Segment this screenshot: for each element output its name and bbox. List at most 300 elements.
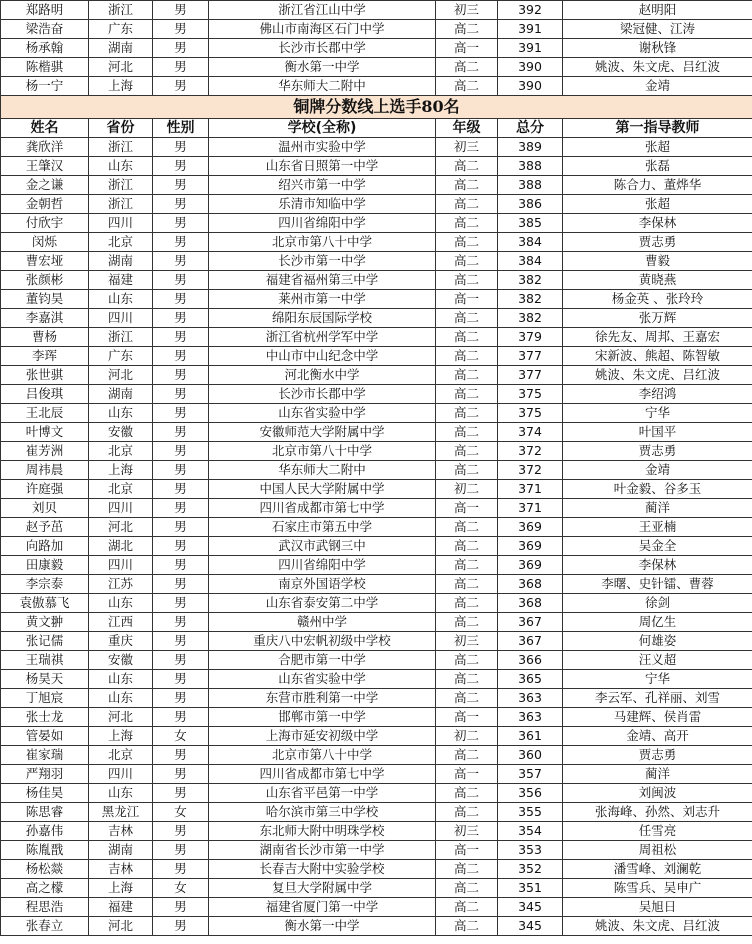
grade-cell: 高二 (436, 461, 498, 480)
grade-cell: 高二 (436, 537, 498, 556)
province-cell: 浙江 (89, 328, 153, 347)
table-row (1, 366, 752, 385)
province-cell: 湖南 (89, 39, 153, 58)
score-cell: 367 (498, 613, 563, 632)
province-cell: 吉林 (89, 822, 153, 841)
gender-cell: 男 (153, 537, 209, 556)
score-cell: 372 (498, 461, 563, 480)
table-row (1, 670, 752, 689)
name-cell: 杨昊天 (1, 670, 89, 689)
table-row (1, 309, 752, 328)
teacher-cell: 李云军、孔祥丽、刘雪 (563, 689, 752, 708)
table-row (1, 442, 752, 461)
province-cell: 河北 (89, 708, 153, 727)
table-row (1, 689, 752, 708)
table-row (1, 575, 752, 594)
header-row (1, 119, 752, 138)
province-cell: 湖南 (89, 385, 153, 404)
teacher-cell: 张超 (563, 195, 752, 214)
score-cell: 366 (498, 651, 563, 670)
table-row (1, 480, 752, 499)
province-cell: 北京 (89, 480, 153, 499)
name-cell: 周祎晨 (1, 461, 89, 480)
school-cell: 河北衡水中学 (209, 366, 436, 385)
score-cell: 391 (498, 39, 563, 58)
name-cell: 向路加 (1, 537, 89, 556)
gender-cell: 男 (153, 917, 209, 936)
school-cell: 北京市第八十中学 (209, 746, 436, 765)
score-cell: 357 (498, 765, 563, 784)
school-cell: 合肥市第一中学 (209, 651, 436, 670)
table-row (1, 1, 752, 20)
gender-cell: 男 (153, 214, 209, 233)
teacher-cell: 金靖、高开 (563, 727, 752, 746)
school-cell: 华东师大二附中 (209, 77, 436, 96)
score-cell: 355 (498, 803, 563, 822)
province-cell: 四川 (89, 765, 153, 784)
table-row (1, 651, 752, 670)
gender-cell: 男 (153, 252, 209, 271)
score-cell: 384 (498, 233, 563, 252)
gender-cell: 男 (153, 613, 209, 632)
school-cell: 山东省日照第一中学 (209, 157, 436, 176)
gender-cell: 男 (153, 328, 209, 347)
province-cell: 河北 (89, 366, 153, 385)
school-cell: 邯郸市第一中学 (209, 708, 436, 727)
table-row (1, 385, 752, 404)
gender-cell: 女 (153, 879, 209, 898)
school-cell: 四川省绵阳中学 (209, 214, 436, 233)
table-row (1, 879, 752, 898)
table-row (1, 803, 752, 822)
school-cell: 哈尔滨市第三中学校 (209, 803, 436, 822)
table-row (1, 822, 752, 841)
grade-cell: 高二 (436, 651, 498, 670)
teacher-cell: 贾志勇 (563, 442, 752, 461)
score-cell: 390 (498, 58, 563, 77)
province-cell: 上海 (89, 727, 153, 746)
name-cell: 曹杨 (1, 328, 89, 347)
teacher-cell: 何雄姿 (563, 632, 752, 651)
name-cell: 高之檬 (1, 879, 89, 898)
grade-cell: 初三 (436, 1, 498, 20)
teacher-cell: 曹毅 (563, 252, 752, 271)
score-cell: 379 (498, 328, 563, 347)
grade-cell: 高二 (436, 20, 498, 39)
gender-cell: 男 (153, 1, 209, 20)
gender-cell: 男 (153, 594, 209, 613)
school-cell: 衡水第一中学 (209, 58, 436, 77)
province-cell: 山东 (89, 404, 153, 423)
province-cell: 河北 (89, 518, 153, 537)
table-row (1, 347, 752, 366)
score-cell: 386 (498, 195, 563, 214)
province-cell: 浙江 (89, 138, 153, 157)
grade-cell: 高一 (436, 499, 498, 518)
grade-cell: 高二 (436, 328, 498, 347)
name-cell: 闵烁 (1, 233, 89, 252)
name-cell: 张士龙 (1, 708, 89, 727)
name-cell: 梁浩奋 (1, 20, 89, 39)
gender-cell: 男 (153, 556, 209, 575)
grade-cell: 高二 (436, 77, 498, 96)
school-cell: 中山市中山纪念中学 (209, 347, 436, 366)
table-row (1, 556, 752, 575)
province-cell: 河北 (89, 917, 153, 936)
gender-cell: 男 (153, 290, 209, 309)
table-row (1, 537, 752, 556)
school-cell: 长沙市长郡中学 (209, 39, 436, 58)
gender-cell: 男 (153, 347, 209, 366)
province-cell: 山东 (89, 157, 153, 176)
province-cell: 湖南 (89, 252, 153, 271)
grade-cell: 高二 (436, 176, 498, 195)
school-cell: 重庆八中宏帆初级中学校 (209, 632, 436, 651)
gender-cell: 男 (153, 651, 209, 670)
school-cell: 东营市胜利第一中学 (209, 689, 436, 708)
teacher-cell: 李保林 (563, 214, 752, 233)
score-cell: 384 (498, 252, 563, 271)
province-cell: 吉林 (89, 860, 153, 879)
teacher-cell: 汪义超 (563, 651, 752, 670)
teacher-cell: 周祖松 (563, 841, 752, 860)
gender-cell: 男 (153, 860, 209, 879)
grade-cell: 高二 (436, 556, 498, 575)
table-row (1, 860, 752, 879)
grade-cell: 高二 (436, 613, 498, 632)
teacher-cell: 潘雪峰、刘澜乾 (563, 860, 752, 879)
score-cell: 371 (498, 499, 563, 518)
grade-cell: 高二 (436, 347, 498, 366)
table-row (1, 784, 752, 803)
name-cell: 黄文翀 (1, 613, 89, 632)
school-cell: 华东师大二附中 (209, 461, 436, 480)
name-cell: 袁傲慕飞 (1, 594, 89, 613)
score-cell: 365 (498, 670, 563, 689)
bronze-section-row (1, 96, 752, 119)
name-cell: 管晏如 (1, 727, 89, 746)
school-cell: 石家庄市第五中学 (209, 518, 436, 537)
school-cell: 福建省厦门第一中学 (209, 898, 436, 917)
score-cell: 382 (498, 290, 563, 309)
gender-cell: 男 (153, 480, 209, 499)
name-cell: 程思浩 (1, 898, 89, 917)
score-cell: 389 (498, 138, 563, 157)
name-cell: 崔芳洲 (1, 442, 89, 461)
table-row (1, 195, 752, 214)
gender-cell: 男 (153, 309, 209, 328)
province-cell: 广东 (89, 20, 153, 39)
name-cell: 李宗泰 (1, 575, 89, 594)
name-cell: 陈楷骐 (1, 58, 89, 77)
grade-cell: 高一 (436, 39, 498, 58)
teacher-cell: 贾志勇 (563, 233, 752, 252)
grade-cell: 高一 (436, 290, 498, 309)
teacher-cell: 吴金全 (563, 537, 752, 556)
school-cell: 山东省实验中学 (209, 670, 436, 689)
gender-cell: 男 (153, 689, 209, 708)
name-cell: 刘贝 (1, 499, 89, 518)
name-cell: 张世骐 (1, 366, 89, 385)
grade-cell: 初二 (436, 480, 498, 499)
province-cell: 四川 (89, 214, 153, 233)
table-row (1, 898, 752, 917)
teacher-cell: 徐剑 (563, 594, 752, 613)
teacher-cell: 张磊 (563, 157, 752, 176)
school-cell: 山东省实验中学 (209, 404, 436, 423)
score-cell: 总分 (498, 119, 563, 138)
score-cell: 360 (498, 746, 563, 765)
province-cell: 山东 (89, 784, 153, 803)
school-cell: 安徽师范大学附属中学 (209, 423, 436, 442)
score-cell: 377 (498, 366, 563, 385)
teacher-cell: 李绍鸿 (563, 385, 752, 404)
name-cell: 张记儒 (1, 632, 89, 651)
province-cell: 四川 (89, 309, 153, 328)
grade-cell: 高二 (436, 214, 498, 233)
province-cell: 江西 (89, 613, 153, 632)
score-cell: 388 (498, 176, 563, 195)
grade-cell: 高二 (436, 442, 498, 461)
teacher-cell: 第一指导教师 (563, 119, 752, 138)
score-cell: 354 (498, 822, 563, 841)
score-cell: 392 (498, 1, 563, 20)
bronze-section-title: 铜牌分数线上选手80名 (1, 96, 752, 119)
gender-cell: 女 (153, 803, 209, 822)
gender-cell: 女 (153, 727, 209, 746)
school-cell: 浙江省杭州学军中学 (209, 328, 436, 347)
table-row (1, 20, 752, 39)
teacher-cell: 姚波、朱文虎、吕红波 (563, 366, 752, 385)
gender-cell: 男 (153, 442, 209, 461)
table-row (1, 404, 752, 423)
province-cell: 江苏 (89, 575, 153, 594)
grade-cell: 高二 (436, 404, 498, 423)
teacher-cell: 周亿生 (563, 613, 752, 632)
teacher-cell: 吴旭日 (563, 898, 752, 917)
gender-cell: 男 (153, 822, 209, 841)
score-cell: 351 (498, 879, 563, 898)
table-row (1, 518, 752, 537)
name-cell: 董钧昊 (1, 290, 89, 309)
table-row (1, 252, 752, 271)
grade-cell: 高二 (436, 803, 498, 822)
school-cell: 武汉市武钢三中 (209, 537, 436, 556)
school-cell: 山东省平邑第一中学 (209, 784, 436, 803)
province-cell: 浙江 (89, 1, 153, 20)
score-cell: 390 (498, 77, 563, 96)
name-cell: 张颜彬 (1, 271, 89, 290)
teacher-cell: 杨金英 、张玲玲 (563, 290, 752, 309)
school-cell: 山东省泰安第二中学 (209, 594, 436, 613)
table-row (1, 214, 752, 233)
teacher-cell: 蔺洋 (563, 765, 752, 784)
table-row (1, 746, 752, 765)
grade-cell: 高二 (436, 898, 498, 917)
gender-cell: 男 (153, 575, 209, 594)
grade-cell: 高二 (436, 385, 498, 404)
grade-cell: 年级 (436, 119, 498, 138)
teacher-cell: 李曙、史针镭、曹蓉 (563, 575, 752, 594)
grade-cell: 高二 (436, 689, 498, 708)
teacher-cell: 宁华 (563, 404, 752, 423)
name-cell: 金之谦 (1, 176, 89, 195)
teacher-cell: 赵明阳 (563, 1, 752, 20)
school-cell: 南京外国语学校 (209, 575, 436, 594)
table-row (1, 157, 752, 176)
province-cell: 四川 (89, 556, 153, 575)
name-cell: 陈胤戬 (1, 841, 89, 860)
grade-cell: 高二 (436, 423, 498, 442)
teacher-cell: 徐先友、周邦、王嘉宏 (563, 328, 752, 347)
teacher-cell: 张万辉 (563, 309, 752, 328)
table-row (1, 138, 752, 157)
gender-cell: 男 (153, 20, 209, 39)
table-row (1, 461, 752, 480)
gender-cell: 男 (153, 632, 209, 651)
name-cell: 崔家瑞 (1, 746, 89, 765)
gender-cell: 性别 (153, 119, 209, 138)
province-cell: 北京 (89, 442, 153, 461)
grade-cell: 高二 (436, 157, 498, 176)
table-row (1, 58, 752, 77)
grade-cell: 高二 (436, 917, 498, 936)
gender-cell: 男 (153, 841, 209, 860)
table-row (1, 423, 752, 442)
score-cell: 391 (498, 20, 563, 39)
gender-cell: 男 (153, 385, 209, 404)
school-cell: 衡水第一中学 (209, 917, 436, 936)
grade-cell: 高二 (436, 271, 498, 290)
teacher-cell: 宋新波、熊超、陈智敏 (563, 347, 752, 366)
school-cell: 福建省福州第三中学 (209, 271, 436, 290)
province-cell: 福建 (89, 271, 153, 290)
province-cell: 山东 (89, 594, 153, 613)
school-cell: 学校(全称) (209, 119, 436, 138)
name-cell: 李珲 (1, 347, 89, 366)
table-row (1, 917, 752, 936)
score-cell: 374 (498, 423, 563, 442)
teacher-cell: 姚波、朱文虎、吕红波 (563, 917, 752, 936)
table-row (1, 613, 752, 632)
grade-cell: 初三 (436, 138, 498, 157)
name-cell: 杨佳昊 (1, 784, 89, 803)
score-cell: 371 (498, 480, 563, 499)
grade-cell: 高一 (436, 841, 498, 860)
table-row (1, 176, 752, 195)
score-cell: 372 (498, 442, 563, 461)
grade-cell: 高二 (436, 233, 498, 252)
grade-cell: 高二 (436, 518, 498, 537)
school-cell: 赣州中学 (209, 613, 436, 632)
name-cell: 龚欣洋 (1, 138, 89, 157)
grade-cell: 高二 (436, 252, 498, 271)
table-row (1, 39, 752, 58)
score-cell: 353 (498, 841, 563, 860)
province-cell: 重庆 (89, 632, 153, 651)
score-cell: 382 (498, 309, 563, 328)
grade-cell: 高二 (436, 670, 498, 689)
score-cell: 382 (498, 271, 563, 290)
score-cell: 375 (498, 385, 563, 404)
grade-cell: 高二 (436, 58, 498, 77)
table-row (1, 632, 752, 651)
table-row (1, 328, 752, 347)
name-cell: 王瑞祺 (1, 651, 89, 670)
name-cell: 陈思睿 (1, 803, 89, 822)
name-cell: 丁旭宸 (1, 689, 89, 708)
score-cell: 367 (498, 632, 563, 651)
grade-cell: 初三 (436, 822, 498, 841)
province-cell: 安徽 (89, 651, 153, 670)
school-cell: 复旦大学附属中学 (209, 879, 436, 898)
score-cell: 377 (498, 347, 563, 366)
teacher-cell: 金靖 (563, 461, 752, 480)
teacher-cell: 叶国平 (563, 423, 752, 442)
province-cell: 山东 (89, 670, 153, 689)
score-cell: 363 (498, 689, 563, 708)
table-row (1, 290, 752, 309)
gender-cell: 男 (153, 39, 209, 58)
grade-cell: 高二 (436, 195, 498, 214)
province-cell: 广东 (89, 347, 153, 366)
grade-cell: 初二 (436, 727, 498, 746)
grade-cell: 高二 (436, 309, 498, 328)
gender-cell: 男 (153, 404, 209, 423)
gender-cell: 男 (153, 423, 209, 442)
name-cell: 许庭强 (1, 480, 89, 499)
score-cell: 345 (498, 917, 563, 936)
teacher-cell: 张超 (563, 138, 752, 157)
name-cell: 金朝哲 (1, 195, 89, 214)
grade-cell: 高二 (436, 594, 498, 613)
school-cell: 莱州市第一中学 (209, 290, 436, 309)
gender-cell: 男 (153, 461, 209, 480)
name-cell: 曹宏垭 (1, 252, 89, 271)
gender-cell: 男 (153, 77, 209, 96)
gender-cell: 男 (153, 58, 209, 77)
score-cell: 361 (498, 727, 563, 746)
gender-cell: 男 (153, 499, 209, 518)
table-row (1, 841, 752, 860)
score-cell: 375 (498, 404, 563, 423)
name-cell: 姓名 (1, 119, 89, 138)
name-cell: 付欣宇 (1, 214, 89, 233)
school-cell: 温州市实验中学 (209, 138, 436, 157)
score-cell: 356 (498, 784, 563, 803)
teacher-cell: 贾志勇 (563, 746, 752, 765)
gender-cell: 男 (153, 765, 209, 784)
teacher-cell: 宁华 (563, 670, 752, 689)
school-cell: 长沙市长郡中学 (209, 385, 436, 404)
province-cell: 上海 (89, 461, 153, 480)
teacher-cell: 任雪亮 (563, 822, 752, 841)
grade-cell: 高二 (436, 575, 498, 594)
school-cell: 四川省成都市第七中学 (209, 499, 436, 518)
grade-cell: 高二 (436, 784, 498, 803)
gender-cell: 男 (153, 195, 209, 214)
score-cell: 368 (498, 575, 563, 594)
province-cell: 湖南 (89, 841, 153, 860)
name-cell: 王肇汉 (1, 157, 89, 176)
teacher-cell: 谢秋锋 (563, 39, 752, 58)
province-cell: 河北 (89, 58, 153, 77)
province-cell: 四川 (89, 499, 153, 518)
province-cell: 省份 (89, 119, 153, 138)
school-cell: 绍兴市第一中学 (209, 176, 436, 195)
score-cell: 352 (498, 860, 563, 879)
teacher-cell: 梁冠健、江涛 (563, 20, 752, 39)
